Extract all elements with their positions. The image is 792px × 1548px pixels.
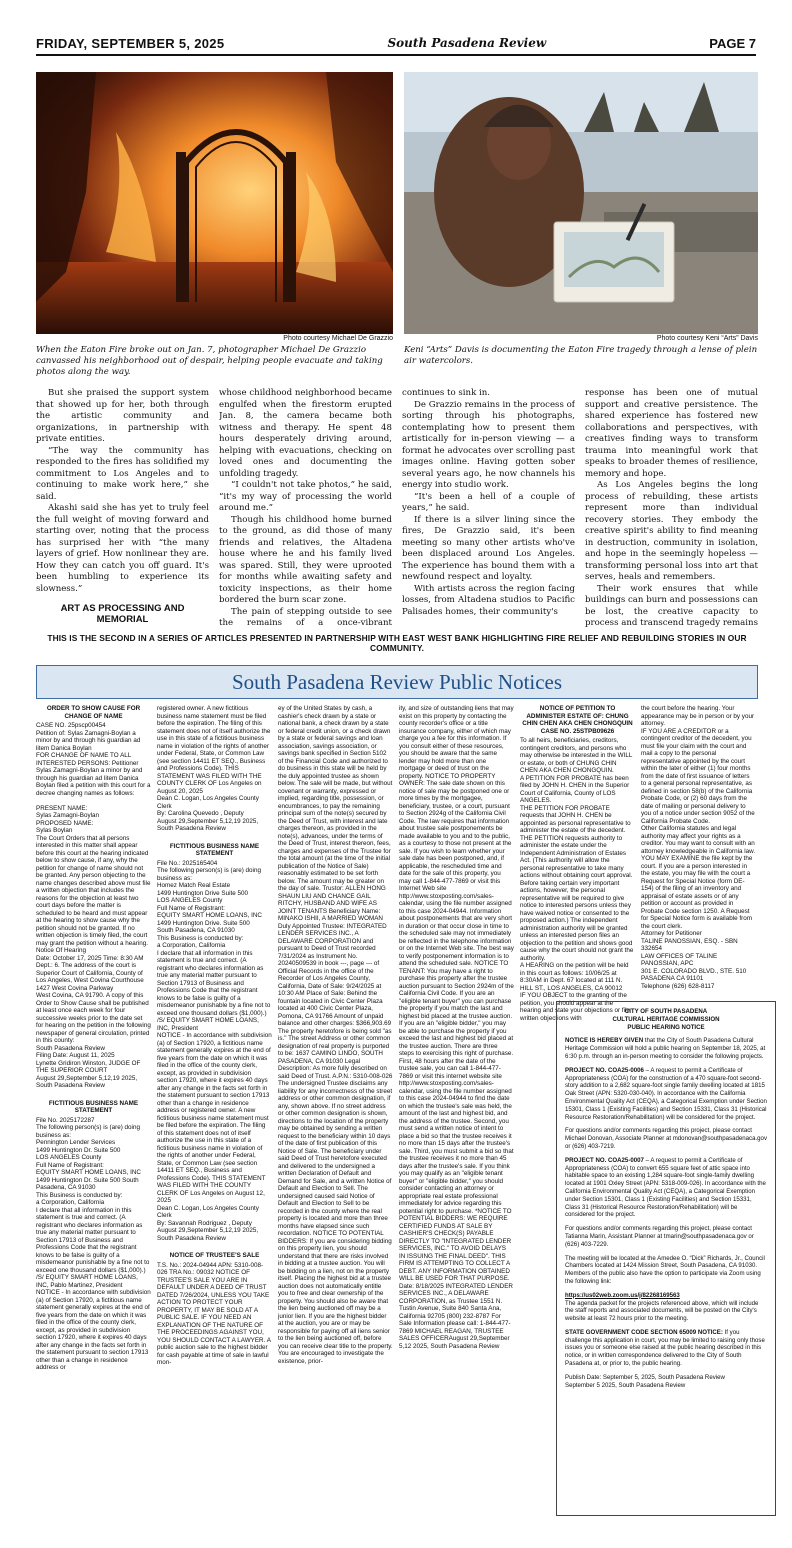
- notice-title: CITY OF SOUTH PASADENA CULTURAL HERITAGE COMMISSION PUBLIC HEARING NOTICE: [612, 1008, 720, 1031]
- notice-body: ey of the United States by cash, a cashier's check drawn by a state or national bank, a check drawn by a state or federal credit union, or a check drawn by a state or federal savings and loan association, savings association, or savings bank specified in Section 5102 of the Financial Code and authorized to do business in this state will be held by the duly appointed trustee as shown below. The sale will be made, but without covenant or warranty, expressed or implied, regarding title, possession, or encumbrances, to pay the remaining principal sum of the note(s) secured by the Deed of Trust, with interest and late charges thereon, as provided in the note(s), advances, under the terms of the Deed of Trust, interest thereon, fees, charges and expenses of the Trustee for the total amount (at the time of the initial publication of the Notice of Sale) reasonably estimated to be set forth below. The amount may be greater on the day of sale. Trustor: ALLEN HONG SHAUN LIU AND CHANCE GAIL RITCHY, HUSBAND AND WIFE AS JOINT TENANTS Beneficiary Name: MINAKO ISHII, A MARRIED WOMAN Duly Appointed Trustee: INTEGRATED LENDER SERVICES INC., A DELAWARE CORPORATION and pursuant to Deed of Trust recorded 7/31/2024 as Instrument No. 20240509539 in book ---, page --- of Official Records in the office of the Recorder of Los Angeles County, California, Date of Sale: 9/24/2025 at 10:30 AM Place of Sale: Behind the fountain located in Civic Center Plaza located at 400 Civic Center Plaza, Pomona, CA 91766 Amount of unpaid balance and other charges: $366,903.69 The property heretofore is being sold "as is." The street Address or other common designation of real property is purported to be: 1637 CAMINO LINDO, SOUTH PASADENA, CA 91030 Legal Description: As more fully described on said Deed of Trust. A.P.N.: 5310-008-026 The undersigned Trustee disclaims any liability for any incorrectness of the street address or other common designation, if any, shown above. If no street address or other common designation is shown, directions to the location of the property may be obtained by sending a written request to the beneficiary within 10 days of the date of first publication of this Notice of Sale. The beneficiary under said Deed of Trust heretofore executed and delivered to the undersigned a written Declaration of Default and Demand for Sale, and a written Notice of Default and Election to Sell. The undersigned caused said Notice of Default and Election to Sell to be recorded in the county where the real property is located and more than three months have elapsed since such recordation. NOTICE TO POTENTIAL BIDDERS: If you are considering bidding on this property lien, you should understand that there are risks involved in bidding at a trustee auction. You will be bidding on a lien, not on the property itself. Placing the highest bid at a trustee auction does not automatically entitle you to free and clear ownership of the property. You should also be aware that the lien being auctioned off may be a junior lien. If you are the highest bidder at the auction, you are or may be responsible for paying off all liens senior to the lien being auctioned off, before you can receive clear title to the property. You are encouraged to investigate the existence, prior-: [278, 705, 393, 1365]
- notice-body: T.S. No.: 2024-04944 APN: 5310-008-026 TRA No.: 09032 NOTICE OF TRUSTEE'S SALE YOU ARE IN DEFAULT UNDER A DEED OF TRUST DATED 7/26/2024, UNLESS YOU TAKE ACTION TO PROTECT YOUR PROPERTY, IT MAY BE SOLD AT A PUBLIC SALE. IF YOU NEED AN EXPLANATION OF THE NATURE OF THE PROCEEDINGS AGAINST YOU, YOU SHOULD CONTACT A LAWYER. A public auction sale to the highest bidder for cash payable at time of sale in lawful mon-: [157, 1261, 271, 1366]
- notices-column-2: [157, 705, 272, 1525]
- notice-paragraph: [565, 1292, 767, 1323]
- notice-text: that the City of South Pasadena Cultural Heritage Commission will hold a public hearing on September 18, 2025, at 6:30 p.m. through an in-person meeting to consider the following projects.: [565, 1037, 766, 1060]
- notice-title: ORDER TO SHOW CAUSE FOR CHANGE OF NAME: [46, 705, 141, 720]
- notice-lead: PROJECT NO. COA25-0007: [565, 1156, 644, 1164]
- notice-paragraph: Publish Date: September 5, 2025, South Pasadena Review September 5 2025, South Pasadena Review: [565, 1373, 725, 1389]
- notice-body: File No. 2025172287 The following person(s) is (are) doing business as: Pennington Lender Services 1499 Huntington Dr. Suite 500 LOS ANGELES County Full Name of Registrant: EQUITY SMART HOME LOANS, INC 1499 Huntington Dr. Suite 500 South Pasadena, CA 91030 This Business is conducted by: a Corporation, California I declare that all information in this statement is true and correct. (A registrant who declares information as true any material matter pursuant to Section 17913 of Business and Professions Code that the registrant knows to be false is guilty of a misdemeanor punishable by a fine not to exceed one thousand dollars ($1,000).) /S/ EQUITY SMART HOME LOANS, INC, Pablo Martinez, President NOTICE - In accordance with subdivision (a) of Section 17920, a fictitious name statement generally expires at the end of five years from the date on which it was filed in the office of the county clerk, except, as provided in subdivision section 17920, where it expires 40 days after any change in the facts set forth in the statement pursuant to section 17913 other than a change in residence address or: [36, 1116, 151, 1371]
- page-number: PAGE 7: [709, 35, 756, 51]
- city-hearing-notice: [556, 1001, 776, 1516]
- article-paragraph: The pain of stepping outside to see the remains of a once-vibrant: [219, 606, 392, 628]
- notice-paragraph: [565, 1157, 767, 1219]
- article-paragraph: “I couldn't not take photos,” he said, “it's my way of processing the world around me.”: [219, 480, 392, 513]
- fire-photo: [36, 72, 393, 334]
- notices-column-4: [399, 705, 514, 1525]
- notice-title: FICTITIOUS BUSINESS NAME STATEMENT: [48, 1099, 139, 1114]
- article-paragraph: Their work ensures that while buildings can burn and possessions can be lost, the creative capacity to process and transcend tragedy remains: [585, 583, 758, 628]
- notice-paragraph: [565, 1067, 767, 1122]
- notice-body: registered owner. A new fictitious business name statement must be filed before the expiration. The filing of this statement does not of itself authorize the use in this state of a fictitious business name in violation of the rights of another under Federal, State, or Common Law (see section 14411 ET SEQ., Business and Professions Code). THIS STATEMENT WAS FILED WITH THE COUNTY CLERK OF Los Angeles on August 20, 2025 Dean C. Logan, Los Angeles County Clerk By: Carolina Quevedo , Deputy August 29,September 5,12,19 2025, South Pasadena Review: [157, 705, 271, 832]
- notices-column-3: [278, 705, 393, 1525]
- masthead: South Pasadena Review: [387, 36, 547, 50]
- notice-body: CASE NO. 25pscp00454 Petition of: Sylas Zamagni-Boylan a minor by and through his guardian ad litem Danica Boylan FOR CHANGE OF NAME TO ALL INTERESTED PERSONS: Petitioner Sylas Zamagni-Boylan a minor by and through his guardian ad litem Danica Boylan filed a petition with this court for a decree changing names as follows: PRESENT NAME: Sylas Zamagni-Boylan PROPOSED NAME: Sylas Boylan The Court Orders that all persons interested in this matter shall appear before this court at the hearing indicated below to show cause, if any, why the petition for change of name should not be granted. Any person objecting to the name changes described above must file a written objection that includes the reasons for the objection at least two court days before the matter is scheduled to be heard and must appear at the hearing to show cause why the petition should not be granted. If no written objection is timely filed, the court may grant the petition without a hearing. Notice Of Hearing Date: October 17, 2025 Time: 8:30 AM Dept.: 6. The address of the court is Superior Court of California, County of Los Angeles, West Covina Courthouse 1427 West Covina Parkway West Covina, CA 91790. A copy of this Order to Show Cause shall be published at least once each week for four successive weeks prior to the date set for hearing on the petition in the following newspaper of general circulation, printed in this county: South Pasadena Review Filing Date: August 11, 2025 Lynette Gridiron Winston, JUDGE OF THE SUPERIOR COURT August 29,September 5,12,19 2025, South Pasadena Review: [36, 722, 151, 1089]
- public-notices-title: South Pasadena Review Public Notices: [231, 669, 563, 694]
- notice-continued: [641, 705, 756, 990]
- article-paragraph: “It's been a hell of a couple of years,” he said.: [402, 491, 575, 513]
- painter-photo-image: [404, 72, 758, 334]
- article-paragraph: “The way the community has responded to the fires has solidified my commitment to Los Angeles and to continuing to make work here,” she said.: [36, 445, 209, 502]
- article-paragraph: With artists across the region facing losses, from Altadena studios to Pacific Palisades homes, their community's: [402, 583, 575, 617]
- article-paragraph: As Los Angeles begins the long process of rebuilding, these artists represent more than individual recovery stories. They embody the creative spirit's ability to find meaning in destruction, community in isolation, and hope in the seemingly hopeless — transforming personal loss into art that serves, heals and remembers.: [585, 480, 758, 582]
- photo-credit-right: Photo courtesy Keni “Arts” Davis: [656, 335, 758, 342]
- zoom-link[interactable]: https://us02web.zoom.us/j/82268169563: [565, 1291, 680, 1299]
- article-paragraph: Though his childhood home burned to the ground, as did those of many friends and relatives, the Altadena house where he and his family lived was spared. Still, they were uprooted for months while awaiting safety and toxicity inspections, as their home bordered the burn scar zone.: [219, 514, 392, 605]
- notice-body: the court before the hearing. Your appearance may be in person or by your attorney. IF YOU ARE A CREDITOR or a contingent creditor of the decedent, you must file your claim with the court and mail a copy to the personal representative appointed by the court within the later of either (1) four months from the date of first issuance of letters to a general personal representative, as defined in section 58(b) of the California Probate Code, or (2) 60 days from the date of mailing or personal delivery to you of a notice under section 9052 of the California Probate Code. Other California statutes and legal authority may affect your rights as a creditor. You may want to consult with an attorney knowledgeable in California law. YOU MAY EXAMINE the file kept by the court. If you are a person interested in the estate, you may file with the court a Request for Special Notice (form DE-154) of the filing of an inventory and appraisal of estate assets or of any petition or account as provided in Probate Code section 1250. A Request for Special Notice form is available from the court clerk. Attorney for Petitioner TALINE PANOSSIAN, ESQ. - SBN 332654 LAW OFFICES OF TALINE PANOSSIAN, APC 301 E. COLORADO BLVD., STE. 510 PASADENA CA 91101 Telephone (626) 628-8117: [641, 705, 756, 990]
- notice-fbn: [36, 1100, 151, 1372]
- notice-paragraph: For questions and/or comments regarding this project, please contact Michael Donovan, Associate Planner at mdonovan@southpasadenaca.gov or (626) 403-7219.: [565, 1127, 767, 1150]
- article-column-1: [36, 388, 209, 628]
- notice-title: NOTICE OF PETITION TO ADMINISTER ESTATE OF: CHUNG CHIN CHEN AKA CHEN CHONGQUIN CASE NO. 25STPB09626: [522, 705, 633, 735]
- notice-title: FICTITIOUS BUSINESS NAME STATEMENT: [169, 842, 260, 857]
- article-paragraph: whose childhood neighborhood became engulfed when the firestorm erupted Jan. 8, the camera became both witness and therapy. He spent 48 hours desperately driving around, helping with evacuations, checking on loved ones and documenting the unfolding tragedy.: [219, 388, 392, 479]
- notice-paragraph: [565, 1329, 767, 1368]
- notice-trustee-sale: [157, 1252, 272, 1367]
- photo-caption-right: Keni “Arts” Davis is documenting the Eaton Fire tragedy through a lense of plein air watercolors.: [404, 345, 758, 366]
- notice-body: ity, and size of outstanding liens that may exist on this property by contacting the county recorder's office or a title insurance company, either of which may charge you a fee for this information. If you consult either of these resources, you should be aware that the same lender may hold more than one mortgage or deed of trust on the property. NOTICE TO PROPERTY OWNER: The sale date shown on this notice of sale may be postponed one or more times by the mortgagee, beneficiary, trustee, or a court, pursuant to Section 2924g of the California Civil Code. The law requires that information about trustee sale postponements be made available to you and to the public, as a courtesy to those not present at the sale. If you wish to learn whether your sale date has been postponed, and, if applicable, the rescheduled time and date for the sale of this property, you may call 1-844-477-7869 or visit this Internet Web site http://www.stoxposting.com/sales-calendar, using the file number assigned to this case 2024-04944. Information about postponements that are very short in duration or that occur close in time to the scheduled sale may not immediately be reflected in the telephone information or on the Internet Web site. The best way to verify postponement information is to attend the scheduled sale. NOTICE TO TENANT: You may have a right to purchase this property after the trustee auction pursuant to Section 2924m of the California Civil Code. If you are an "eligible tenant buyer" you can purchase the property if you match the last and highest bid placed at the trustee auction. If you are an "eligible bidder," you may be able to purchase the property if you exceed the last and highest bid placed at the trustee auction. There are three steps to exercising this right of purchase. First, 48 hours after the date of the trustee sale, you can call 1-844-477-7869 or visit this internet website site http://www.stoxposting.com/sales-calendar, using the file number assigned to this case 2024-04944 to find the date on which the trustee's sale was held, the amount of the last and highest bid, and the address of the trustee. Second, you must send a written notice of intent to place a bid so that the trustee receives it no more than 15 days after the trustee's sale. Third, you must submit a bid so that the trustee receives it no more than 45 days after the trustee's sale. If you think you may qualify as an "eligible tenant buyer" or "eligible bidder," you should consider contacting an attorney or appropriate real estate professional immediately for advice regarding this potential right to purchase. *NOTICE TO POTENTIAL BIDDERS: WE REQUIRE CERTIFIED FUNDS AT SALE BY CASHIER'S CHECK(S) PAYABLE DIRECTLY TO "INTEGRATED LENDER SERVICES, INC." TO AVOID DELAYS IN ISSUING THE FINAL DEED". THIS FIRM IS ATTEMPTING TO COLLECT A DEBT. ANY INFORMATION OBTAINED WILL BE USED FOR THAT PURPOSE. Date: 8/18/2025 INTEGRATED LENDER SERVICES INC., A DELAWARE CORPORATION, as Trustee 1551 N. Tustin Avenue, Suite 840 Santa Ana, California 92705 (800) 232-8787 For Sale Information please call: 1-844-477-7869 MICHAEL REAGAN, TRUSTEE SALES OFFICERAugust 29,September 5,12 2025, South Pasadena Review: [399, 705, 514, 1350]
- notice-body: File No.: 2025165404 The following person(s) is (are) doing business as: Homez Match Real Estate 1499 Huntington Drive Suite 500 LOS ANGELES County Full Name of Registrant: EQUITY SMART HOME LOANS, INC 1499 Huntington Drive. Suite 500 South Pasadena, CA 91030 This Business is conducted by: a Corporation, California I declare that all information in this statement is true and correct. (A registrant who declares information as true any material matter pursuant to Section 17913 of Business and Professions Code that the registrant knows to be false is guilty of a misdemeanor punishable by a fine not to exceed one thousand dollars ($1,000).) /S/ EQUITY SMART HOME LOANS, INC, President NOTICE - In accordance with subdivision (a) of Section 17920, a fictitious name statement generally expires at the end of five years from the date on which it was filed in the office of the county clerk, except, as provided in subdivision section 17920, where it expires 40 days after any change in the facts set forth in the statement pursuant to section 17913 other than a change in residence address or registered owner. A new fictitious business name statement must be filed before the expiration. The filing of this statement does not of itself authorize the use in this state of a fictitious business name in violation of the rights of another under Federal, State, or Common Law (see section 14411 ET SEQ., Business and Professions Code). THIS STATEMENT WAS FILED WITH THE COUNTY CLERK OF Los Angeles on August 12, 2025 Dean C. Logan, Los Angeles County Clerk By: Savannah Rodriguez , Deputy August 29,September 5,12,19 2025, South Pasadena Review: [157, 859, 272, 1242]
- notice-continued: [157, 705, 272, 833]
- notice-continued: [399, 705, 514, 1350]
- article-column-3: [402, 388, 575, 628]
- series-note: THIS IS THE SECOND IN A SERIES OF ARTICLES PRESENTED IN PARTNERSHIP WITH EAST WEST BANK HIGHLIGHTING FIRE RELIEF AND REBUILDING STORIES IN OUR COMMUNITY.: [47, 633, 747, 653]
- notices-column-6: [641, 705, 756, 990]
- article-subheading: ART AS PROCESSING AND MEMORIAL: [60, 603, 185, 625]
- notice-text: The agenda packet for the projects referenced above, which will include the staff reports and associated documents, will be posted on the City's website at least 72 hours prior to the meeting.: [565, 1299, 759, 1323]
- notice-fbn: [157, 843, 272, 1243]
- article-column-4: [585, 388, 758, 628]
- page-header: [36, 32, 756, 56]
- notice-name-change: [36, 705, 151, 1090]
- public-notices: [36, 705, 767, 1525]
- notice-continued: [278, 705, 393, 1365]
- painter-photo: [404, 72, 758, 334]
- notice-body: To all heirs, beneficiaries, creditors, contingent creditors, and persons who may otherwise be interested in the WILL or estate, or both of CHUNG CHIN CHEN AKA CHEN CHONGQUIN. A PETITION FOR PROBATE has been filed by JOHN H. CHEN in the Superior Court of California, County of LOS ANGELES. THE PETITION FOR PROBATE requests that JOHN H. CHEN be appointed as personal representative to administer the estate of the decedent. THE PETITION requests authority to administer the estate under the Independent Administration of Estates Act. (This authority will allow the personal representative to take many actions without obtaining court approval. Before taking certain very important actions, however, the personal representative will be required to give notice to interested persons unless they have waived notice or consented to the proposed action.) The independent administration authority will be granted unless an interested person files an objection to the petition and shows good cause why the court should not grant the authority. A HEARING on the petition will be held in this court as follows: 10/06/25 at 8:30AM in Dept. 67 located at 111 N. HILL ST., LOS ANGELES, CA 90012 IF YOU OBJECT to the granting of the petition, you should appear at the hearing and state your objections or file written objections with: [520, 737, 634, 1022]
- article-column-2: [219, 388, 392, 628]
- article-body: [36, 388, 758, 628]
- notice-probate: [520, 705, 635, 1022]
- article-paragraph: Akashi said she has yet to truly feel the full weight of moving forward and starting over, noting that the process has surprised her with “the many layers of grief. How nonlinear they are. How they can catch you off guard. It's been humbling to experience its slowness.”: [36, 503, 209, 594]
- notices-column-1: [36, 705, 151, 1525]
- notice-text: – A request to permit a Certificate of Appropriateness (COA) for the construction of a 470 square-foot second-story addition to a 2,682 square-foot single family dwelling located at 1815 Oak Street (APN: 5320-030-040). In accordance with the California Environmental Quality Act (CEQA), a Categorical Exemption under Section 15301, Class 1 (Existing Facilities) and Section 15331, Class 31 (Historical Resource Restoration/Rehabilitation) will be considered for the project.: [565, 1066, 767, 1121]
- notice-paragraph: [565, 1037, 767, 1060]
- article-paragraph: If there is a silver lining since the fires, De Grazzio said, it's been meeting so many other artists who've been displaced around Los Angeles. The experience has bound them with a newfound respect and loyalty.: [402, 514, 575, 582]
- photo-caption-left: When the Eaton Fire broke out on Jan. 7, photographer Michael De Grazzio canvassed his neighborhood out of despair, helping people evacuate and taking photos along the way.: [36, 345, 383, 377]
- public-notices-banner: [36, 665, 758, 699]
- notice-text: – A request to permit a Certificate of Appropriateness (COA) to convert 655 square feet of attic space into habitable space to an existing 1,284 square-foot single-family dwelling located at 1901 Oxley Street (APN: 5318-009-026). In accordance with the California Environmental Quality Act (CEQA), a Categorical Exemption under Section 15301, Class 1 (Existing Facilities) and Section 15331, Class 31 (Historical Resource Restoration/Rehabilitation) will be considered for the project.: [565, 1156, 766, 1219]
- photo-credit-left: Photo courtesy Michael De Grazzio: [283, 335, 393, 342]
- notice-title: NOTICE OF TRUSTEE'S SALE: [169, 1252, 260, 1259]
- notice-paragraph: For questions and/or comments regarding this project, please contact Tatianna Marin, Assistant Planner at tmarin@southpasadenaca.gov or (626) 403-7229.: [565, 1225, 754, 1248]
- fire-photo-image: [36, 72, 393, 334]
- notice-text: If you challenge this application in court, you may be limited to raising only those issues you or someone else raised at the public hearing described in this notice, or in written correspondence delivered to the City of South Pasadena at, or prior to, the public hearing.: [565, 1328, 765, 1368]
- article-paragraph: But she praised the support system that showed up for her, both through the artistic community and organizations, in partnership with private entities.: [36, 388, 209, 444]
- notice-lead: STATE GOVERNMENT CODE SECTION 65009 NOTICE:: [565, 1328, 723, 1336]
- notice-lead: PROJECT NO. COA25-0006: [565, 1066, 644, 1074]
- article-paragraph: continues to sink in.: [402, 388, 491, 398]
- notice-paragraph: The meeting will be located at the Amedee O. “Dick” Richards, Jr., Council Chambers located at 1424 Mission Street, South Pasadena, CA 91030. Members of the public also have the option to participate via Zoom using the following link:: [565, 1254, 765, 1285]
- article-paragraph: response has been one of mutual support and creative persistence. The shared experience has fostered new collaborations and perspectives, with creatives finding ways to transform trauma into meaningful work that speaks to broader themes of resilience, memory and hope.: [585, 388, 758, 479]
- notice-lead: NOTICE IS HEREBY GIVEN: [565, 1037, 644, 1045]
- article-paragraph: De Grazzio remains in the process of sorting through his photographs, contemplating how to present them artistically for in-person viewing — a format he advocates over scrolling past images online. Having gotten sober several years ago, he now channels his energy into studio work.: [402, 399, 575, 490]
- issue-date: FRIDAY, SEPTEMBER 5, 2025: [36, 35, 225, 51]
